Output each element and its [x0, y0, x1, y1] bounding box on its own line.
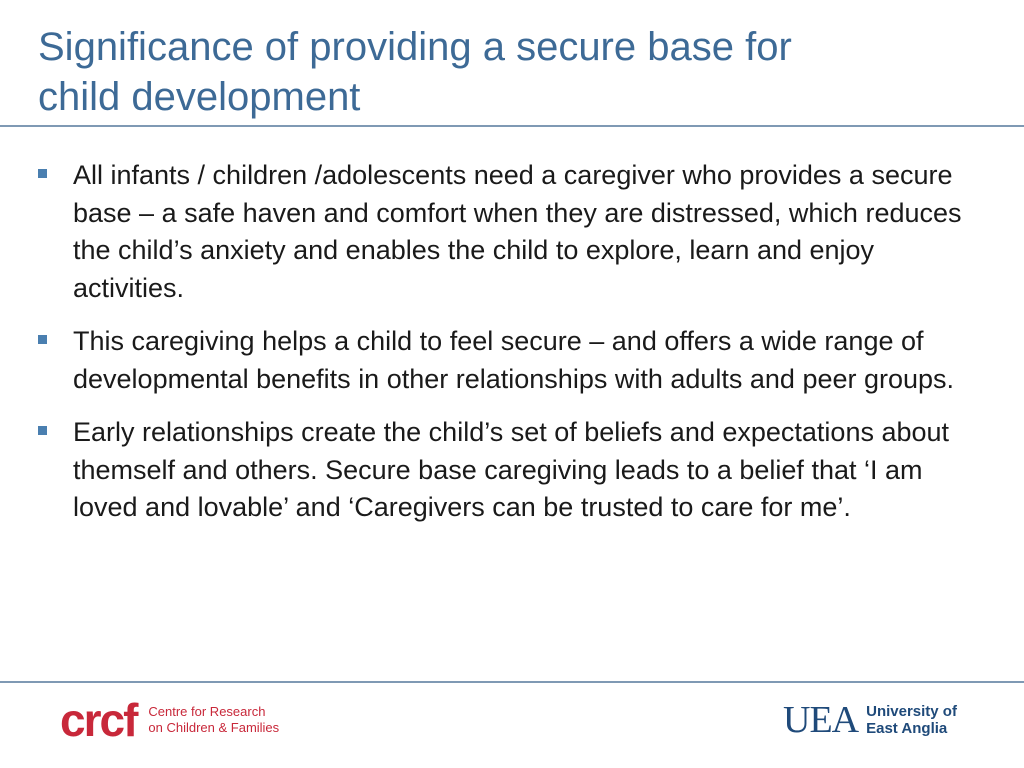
- square-bullet-icon: [38, 426, 47, 435]
- footer-divider: [0, 681, 1024, 683]
- crcf-logo-mark: crcf: [60, 694, 137, 746]
- crcf-logo: [60, 696, 279, 744]
- crcf-logo-line-2: on Children & Families: [148, 720, 280, 735]
- bullet-text: All infants / children /adolescents need a caregiver who provides a secure base – a safe haven and comfort when they are distressed, which reduces the child’s anxiety and enables the child to explore, learn and enjoy activities.: [73, 160, 962, 303]
- bullet-text: Early relationships create the child’s set of beliefs and expectations about themself and others. Secure base caregiving leads to a belief that ‘I am loved and lovable’ and ‘Caregivers can be trusted to care for me’.: [73, 417, 950, 522]
- bullet-item: [36, 157, 976, 307]
- crcf-logo-line-1: Centre for Research: [148, 704, 266, 719]
- bullet-item: [36, 323, 976, 398]
- uea-logo: [783, 700, 957, 740]
- uea-logo-line-1: University of: [866, 703, 957, 720]
- bullet-item: [36, 414, 976, 527]
- square-bullet-icon: [38, 169, 47, 178]
- square-bullet-icon: [38, 335, 47, 344]
- crcf-logo-text: [148, 704, 279, 736]
- slide-title-line-1: Significance of providing a secure base for: [38, 25, 792, 69]
- slide-title-line-2: child development: [38, 75, 361, 119]
- bullet-list: [36, 157, 976, 543]
- slide-title: [38, 22, 998, 122]
- uea-logo-mark: UEA: [783, 699, 859, 741]
- bullet-text: This caregiving helps a child to feel secure – and offers a wide range of developmental benefits in other relationships with adults and peer groups.: [73, 326, 955, 394]
- title-divider: [0, 125, 1024, 127]
- uea-logo-line-2: East Anglia: [866, 720, 948, 737]
- uea-logo-text: [866, 703, 957, 737]
